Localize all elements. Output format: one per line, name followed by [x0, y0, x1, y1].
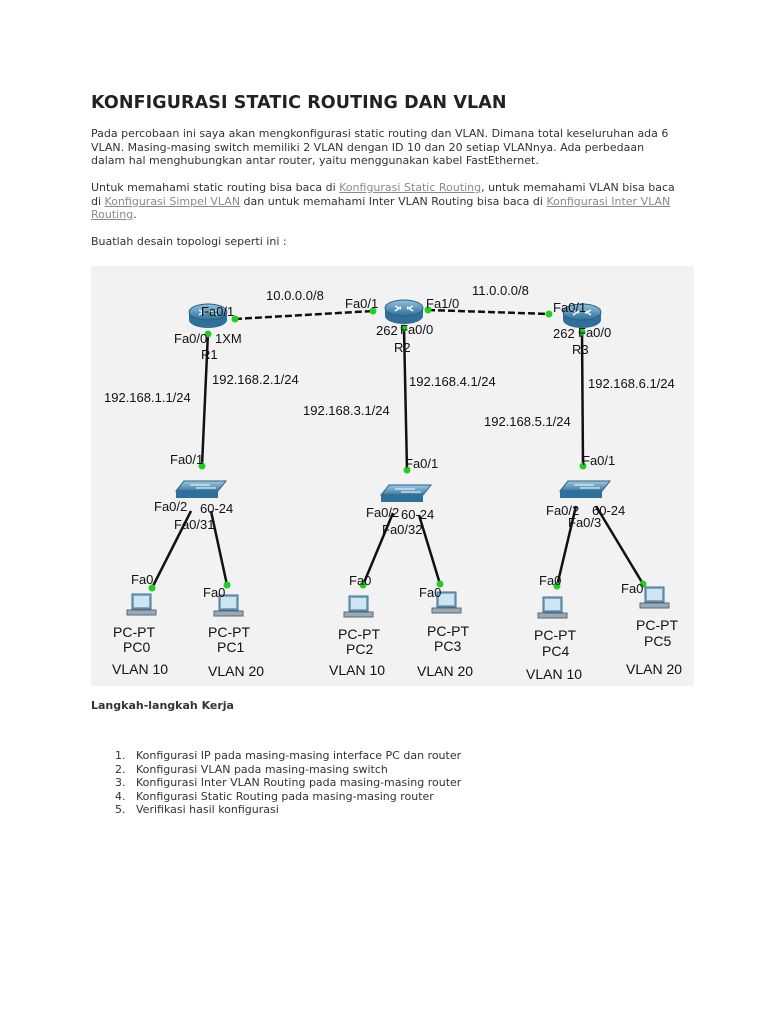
- intro-paragraph: Pada percobaan ini saya akan mengkonfigurasi static routing dan VLAN. Dimana total keseluruhan ada 6 VLAN. Masing-masing switch memiliki 2 VLAN dengan ID 10 dan 20 setiap VLANnya. Ada perbedaan dalam hal menghubungkan antar router, yaitu menggunakan kabel FastEthernet.: [91, 127, 669, 168]
- link-inter-vlan-routing[interactable]: Konfigurasi Inter VLAN Routing: [91, 194, 671, 222]
- pc-icon-5: [640, 587, 669, 608]
- step-text: Konfigurasi IP pada masing-masing interface PC dan router: [136, 749, 462, 762]
- ip-label-2: 192.168.2.1/24: [212, 372, 299, 387]
- router-icon-r2: [385, 300, 423, 324]
- sw3-port-b: Fa0/3: [568, 515, 602, 530]
- sw2-model: 60-24: [401, 507, 435, 522]
- link-static-routing[interactable]: Konfigurasi Static Routing: [339, 181, 482, 194]
- r3-model: 262: [553, 326, 575, 341]
- pc0-name: PC0: [123, 639, 151, 655]
- step-number: 1.: [115, 749, 126, 762]
- pc2-vlan: VLAN 10: [329, 662, 386, 678]
- net-label-r1-r2: 10.0.0.0/8: [266, 288, 324, 303]
- ref-text-3: dan untuk memahami Inter VLAN Routing bisa baca di: [240, 194, 547, 208]
- ref-text-4: .: [133, 208, 137, 222]
- ip-label-1: 192.168.1.1/24: [104, 390, 191, 405]
- r2-port-down: Fa0/0: [400, 322, 434, 337]
- page-title: KONFIGURASI STATIC ROUTING DAN VLAN: [91, 93, 507, 113]
- pc0-port: Fa0: [131, 572, 154, 587]
- pc5-vlan: VLAN 20: [626, 661, 683, 677]
- sw3-uplink: Fa0/1: [582, 453, 616, 468]
- step-number: 5.: [115, 803, 126, 817]
- sw2-uplink: Fa0/1: [405, 456, 439, 471]
- sw1-port-b: Fa0/31: [174, 517, 215, 532]
- topology-diagram: [91, 266, 694, 686]
- r2-port-left: Fa0/1: [345, 296, 379, 311]
- pc0-vlan: VLAN 10: [112, 661, 169, 677]
- pc4-port: Fa0: [539, 573, 562, 588]
- pc4-vlan: VLAN 10: [526, 666, 583, 682]
- pc1-name: PC1: [217, 639, 245, 655]
- r2-model: 262: [376, 323, 398, 338]
- step-text: Konfigurasi Inter VLAN Routing pada masing-masing router: [136, 776, 462, 790]
- r1-name: R1: [201, 347, 218, 362]
- switch-icon-3: [560, 481, 610, 498]
- list-item: [91, 803, 461, 817]
- link-simpel-vlan[interactable]: Konfigurasi Simpel VLAN: [104, 194, 241, 208]
- sw1-port-a: Fa0/2: [154, 499, 188, 514]
- r3-name: R3: [572, 342, 589, 357]
- step-number: 2.: [115, 762, 126, 776]
- sw2-port-a: Fa0/2: [366, 505, 400, 520]
- ref-text-2: , untuk memahami VLAN bisa baca di: [91, 181, 675, 208]
- pc1-type: PC-PT: [208, 624, 250, 640]
- references-paragraph: [91, 181, 681, 222]
- topology-intro: Buatlah desain topologi seperti ini :: [91, 235, 287, 248]
- list-item: [91, 790, 461, 804]
- ip-label-5: 192.168.5.1/24: [484, 414, 571, 429]
- ip-label-4: 192.168.4.1/24: [409, 374, 496, 389]
- list-item: [91, 763, 461, 777]
- pc3-name: PC3: [434, 638, 462, 654]
- net-label-r2-r3: 11.0.0.0/8: [472, 283, 529, 298]
- ip-label-3: 192.168.3.1/24: [303, 403, 390, 418]
- pc4-type: PC-PT: [534, 627, 576, 643]
- r1-port-left: Fa0/1: [201, 304, 235, 319]
- r3-port-left: Fa0/1: [553, 300, 587, 315]
- step-number: 4.: [115, 789, 126, 803]
- pc3-vlan: VLAN 20: [417, 663, 474, 679]
- switch-icon-2: [381, 485, 431, 502]
- pc2-type: PC-PT: [338, 626, 380, 642]
- step-text: Konfigurasi Static Routing pada masing-masing router: [136, 789, 434, 803]
- pc2-name: PC2: [346, 641, 374, 657]
- steps-list: [91, 749, 461, 817]
- step-number: 3.: [115, 776, 126, 790]
- pc2-port: Fa0: [349, 573, 372, 588]
- pc5-port: Fa0: [621, 581, 644, 596]
- r2-name: R2: [394, 340, 411, 355]
- pc1-vlan: VLAN 20: [208, 663, 265, 679]
- r1-port-down: Fa0/0: [174, 331, 208, 346]
- list-item: [91, 776, 461, 790]
- sw2-port-b: Fa0/32: [382, 522, 423, 537]
- r1-model: 1XM: [215, 331, 242, 346]
- pc-icon-4: [538, 597, 567, 618]
- sw1-uplink: Fa0/1: [170, 452, 204, 467]
- switch-icon-1: [176, 481, 226, 498]
- pc5-type: PC-PT: [636, 617, 678, 633]
- step-text: Konfigurasi VLAN pada masing-masing switch: [136, 762, 388, 776]
- sw3-port-a: Fa0/2: [546, 503, 580, 518]
- pc4-name: PC4: [542, 643, 570, 659]
- pc3-type: PC-PT: [427, 623, 469, 639]
- steps-heading: Langkah-langkah Kerja: [91, 699, 234, 712]
- step-text: Verifikasi hasil konfigurasi: [136, 803, 279, 817]
- link-r1-r2: [235, 311, 373, 319]
- pc5-name: PC5: [644, 633, 672, 649]
- pc0-type: PC-PT: [113, 624, 155, 640]
- ref-text-1: Untuk memahami static routing bisa baca di: [91, 181, 340, 194]
- list-item: [91, 749, 461, 763]
- pc3-port: Fa0: [419, 585, 442, 600]
- r3-port-down: Fa0/0: [578, 325, 612, 340]
- r2-port-right: Fa1/0: [426, 296, 460, 311]
- pc-icon-0: [127, 594, 156, 615]
- sw3-model: 60-24: [592, 503, 626, 518]
- sw1-model: 60-24: [200, 501, 234, 516]
- ip-label-6: 192.168.6.1/24: [588, 376, 675, 391]
- pc1-port: Fa0: [203, 585, 226, 600]
- pc-icon-2: [344, 596, 373, 617]
